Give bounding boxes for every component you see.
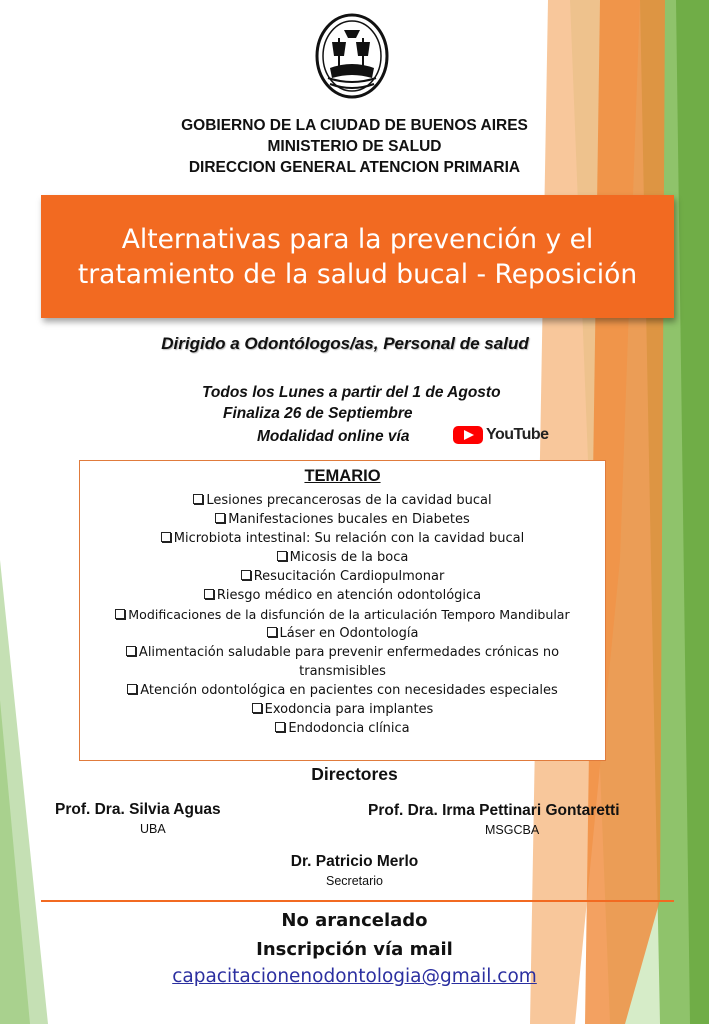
checkbox-bullet-icon bbox=[241, 570, 251, 580]
checkbox-bullet-icon bbox=[204, 589, 214, 599]
schedule-end-date: Finaliza 26 de Septiembre bbox=[223, 405, 413, 422]
director-name: Prof. Dra. Silvia Aguas bbox=[55, 801, 221, 818]
director-affiliation: MSGCBA bbox=[485, 823, 540, 837]
checkbox-bullet-icon bbox=[115, 609, 125, 619]
title-banner bbox=[41, 195, 674, 318]
list-item: Láser en Odontología bbox=[80, 624, 605, 643]
list-item: Microbiota intestinal: Su relación con la cavidad bucal bbox=[80, 529, 605, 548]
director-name: Prof. Dra. Irma Pettinari Gontaretti bbox=[368, 802, 620, 819]
temario-list bbox=[80, 491, 605, 738]
registration-notice: Inscripción vía mail bbox=[256, 939, 453, 960]
youtube-logo bbox=[453, 426, 549, 444]
fee-notice: No arancelado bbox=[281, 910, 428, 931]
list-item: Atención odontológica en pacientes con necesidades especiales bbox=[80, 681, 605, 700]
checkbox-bullet-icon bbox=[215, 513, 225, 523]
schedule-modality: Modalidad online vía bbox=[257, 428, 410, 445]
checkbox-bullet-icon bbox=[127, 684, 137, 694]
list-item: Resucitación Cardiopulmonar bbox=[80, 567, 605, 586]
list-item: Modificaciones de la disfunción de la articulación Temporo Mandibular bbox=[80, 605, 605, 624]
list-item: Micosis de la boca bbox=[80, 548, 605, 567]
temario-box bbox=[79, 460, 606, 761]
schedule-days: Todos los Lunes a partir del 1 de Agosto bbox=[202, 384, 501, 401]
director-affiliation: UBA bbox=[140, 822, 166, 836]
youtube-logo-icon bbox=[453, 426, 483, 444]
directors-heading: Directores bbox=[311, 764, 398, 784]
target-audience: Dirigido a Odontólogos/as, Personal de salud bbox=[161, 334, 529, 353]
checkbox-bullet-icon bbox=[252, 703, 262, 713]
list-item: Endodoncia clínica bbox=[80, 719, 605, 738]
list-item: Exodoncia para implantes bbox=[80, 700, 605, 719]
secretary-role: Secretario bbox=[326, 874, 383, 888]
checkbox-bullet-icon bbox=[275, 722, 285, 732]
checkbox-bullet-icon bbox=[193, 494, 203, 504]
course-title: Alternativas para la prevención y el tratamiento de la salud bucal - Reposición bbox=[77, 223, 638, 290]
list-item: Riesgo médico en atención odontológica bbox=[80, 586, 605, 605]
list-item: Lesiones precancerosas de la cavidad bucal bbox=[80, 491, 605, 510]
ministry-name: MINISTERIO DE SALUD bbox=[267, 138, 442, 155]
directorate-name: DIRECCION GENERAL ATENCION PRIMARIA bbox=[188, 159, 521, 176]
checkbox-bullet-icon bbox=[161, 532, 171, 542]
city-seal-icon bbox=[314, 12, 390, 100]
email-link[interactable]: capacitacionenodontologia@gmail.com bbox=[172, 966, 537, 987]
youtube-wordmark: YouTube bbox=[486, 426, 549, 443]
government-name: GOBIERNO DE LA CIUDAD DE BUENOS AIRES bbox=[181, 117, 528, 134]
checkbox-bullet-icon bbox=[267, 627, 277, 637]
checkbox-bullet-icon bbox=[126, 646, 136, 656]
list-item: Alimentación saludable para prevenir enfermedades crónicas no transmisibles bbox=[80, 643, 605, 681]
list-item: Manifestaciones bucales en Diabetes bbox=[80, 510, 605, 529]
secretary-name: Dr. Patricio Merlo bbox=[290, 853, 419, 870]
divider bbox=[41, 900, 674, 902]
checkbox-bullet-icon bbox=[277, 551, 287, 561]
temario-title: TEMARIO bbox=[304, 467, 381, 485]
